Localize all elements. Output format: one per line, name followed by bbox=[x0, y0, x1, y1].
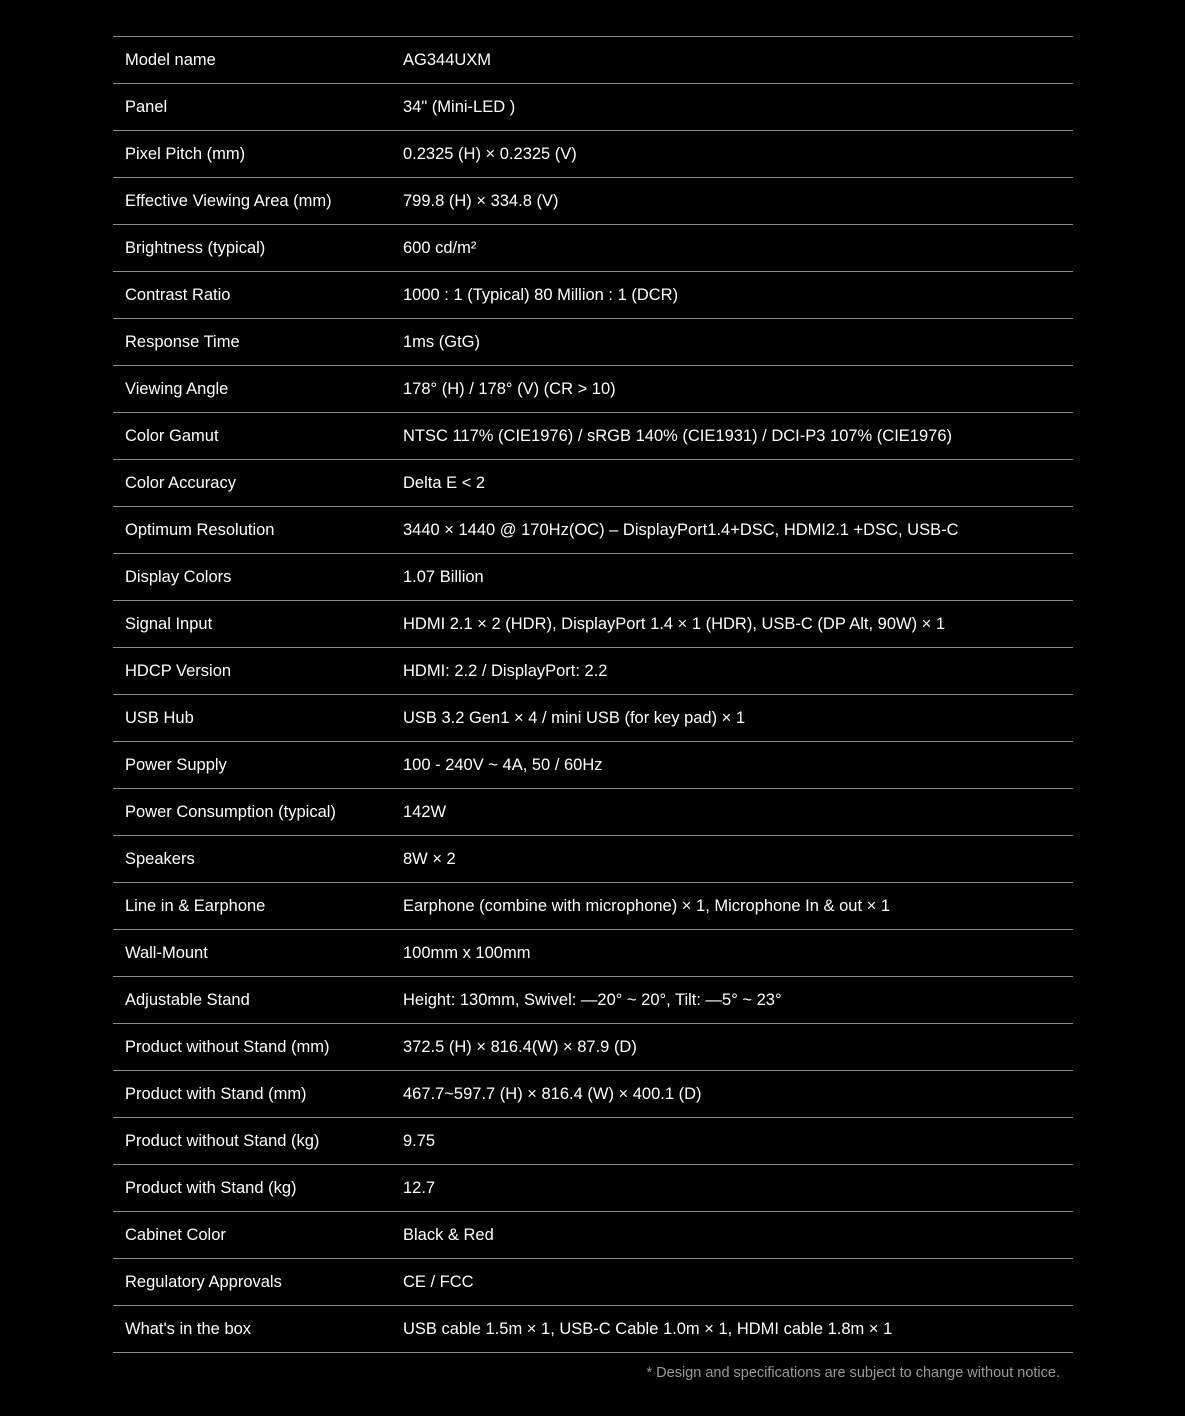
spec-row-pixel-pitch bbox=[113, 131, 1073, 178]
spec-value: 1ms (GtG) bbox=[403, 332, 480, 351]
spec-value: 3440 × 1440 @ 170Hz(OC) – DisplayPort1.4+DSC, HDMI2.1 +DSC, USB-C bbox=[403, 520, 959, 539]
spec-label: Product with Stand (kg) bbox=[125, 1178, 297, 1197]
spec-value: CE / FCC bbox=[403, 1272, 474, 1291]
spec-table bbox=[113, 36, 1073, 1353]
spec-row-regulatory-approvals bbox=[113, 1259, 1073, 1306]
spec-value: 467.7~597.7 (H) × 816.4 (W) × 400.1 (D) bbox=[403, 1084, 702, 1103]
disclaimer-note: * Design and specifications are subject to change without notice. bbox=[646, 1365, 1060, 1381]
spec-row-wall-mount bbox=[113, 930, 1073, 977]
spec-value: Height: 130mm, Swivel: —20° ~ 20°, Tilt: —5° ~ 23° bbox=[403, 990, 782, 1009]
spec-row-model-name bbox=[113, 37, 1073, 84]
spec-label: Contrast Ratio bbox=[125, 285, 231, 304]
spec-row-display-colors bbox=[113, 554, 1073, 601]
spec-value: Earphone (combine with microphone) × 1, Microphone In & out × 1 bbox=[403, 896, 891, 915]
spec-value: 600 cd/m² bbox=[403, 238, 477, 257]
spec-value: HDMI: 2.2 / DisplayPort: 2.2 bbox=[403, 661, 608, 680]
spec-row-power-supply bbox=[113, 742, 1073, 789]
spec-label: Color Accuracy bbox=[125, 473, 236, 492]
spec-row-hdcp-version bbox=[113, 648, 1073, 695]
spec-row-optimum-resolution bbox=[113, 507, 1073, 554]
spec-value: 100 - 240V ~ 4A, 50 / 60Hz bbox=[403, 755, 603, 774]
spec-value: 1000 : 1 (Typical) 80 Million : 1 (DCR) bbox=[403, 285, 679, 304]
spec-label: USB Hub bbox=[125, 708, 194, 727]
spec-value: 1.07 Billion bbox=[403, 567, 484, 586]
spec-value: 12.7 bbox=[403, 1178, 436, 1197]
spec-row-brightness bbox=[113, 225, 1073, 272]
spec-label: Panel bbox=[125, 97, 168, 116]
spec-row-adjustable-stand bbox=[113, 977, 1073, 1024]
spec-row-signal-input bbox=[113, 601, 1073, 648]
spec-label: Model name bbox=[125, 50, 216, 69]
spec-row-line-in-earphone bbox=[113, 883, 1073, 930]
spec-value: 178° (H) / 178° (V) (CR > 10) bbox=[403, 379, 616, 398]
spec-value: 34" (Mini-LED ) bbox=[403, 97, 516, 116]
spec-row-color-gamut bbox=[113, 413, 1073, 460]
spec-value: USB cable 1.5m × 1, USB-C Cable 1.0m × 1, HDMI cable 1.8m × 1 bbox=[403, 1319, 893, 1338]
spec-label: HDCP Version bbox=[125, 661, 232, 680]
spec-label: Regulatory Approvals bbox=[125, 1272, 282, 1291]
spec-label: Adjustable Stand bbox=[125, 990, 250, 1009]
spec-value: 372.5 (H) × 816.4(W) × 87.9 (D) bbox=[403, 1037, 637, 1056]
spec-row-product-with-stand-kg bbox=[113, 1165, 1073, 1212]
spec-label: Power Supply bbox=[125, 755, 227, 774]
spec-row-product-without-stand-mm bbox=[113, 1024, 1073, 1071]
spec-row-product-with-stand-mm bbox=[113, 1071, 1073, 1118]
spec-label: Color Gamut bbox=[125, 426, 219, 445]
spec-row-usb-hub bbox=[113, 695, 1073, 742]
spec-label: Power Consumption (typical) bbox=[125, 802, 336, 821]
spec-value: 142W bbox=[403, 802, 447, 821]
spec-label: Brightness (typical) bbox=[125, 238, 266, 257]
spec-row-cabinet-color bbox=[113, 1212, 1073, 1259]
spec-value: 100mm x 100mm bbox=[403, 943, 531, 962]
spec-label: Speakers bbox=[125, 849, 195, 868]
spec-value: AG344UXM bbox=[403, 50, 492, 69]
spec-value: 799.8 (H) × 334.8 (V) bbox=[403, 191, 559, 210]
spec-row-whats-in-the-box bbox=[113, 1306, 1073, 1353]
spec-value: Delta E < 2 bbox=[403, 473, 486, 492]
spec-label: Pixel Pitch (mm) bbox=[125, 144, 246, 163]
spec-value: 0.2325 (H) × 0.2325 (V) bbox=[403, 144, 577, 163]
spec-row-response-time bbox=[113, 319, 1073, 366]
spec-label: Response Time bbox=[125, 332, 240, 351]
spec-value: NTSC 117% (CIE1976) / sRGB 140% (CIE1931) / DCI-P3 107% (CIE1976) bbox=[403, 426, 953, 445]
spec-label: Signal Input bbox=[125, 614, 213, 633]
spec-row-color-accuracy bbox=[113, 460, 1073, 507]
spec-label: What's in the box bbox=[125, 1319, 252, 1338]
spec-value: USB 3.2 Gen1 × 4 / mini USB (for key pad) × 1 bbox=[403, 708, 746, 727]
spec-row-contrast-ratio bbox=[113, 272, 1073, 319]
spec-value: Black & Red bbox=[403, 1225, 494, 1244]
spec-label: Cabinet Color bbox=[125, 1225, 226, 1244]
spec-row-viewing-angle bbox=[113, 366, 1073, 413]
spec-label: Product without Stand (kg) bbox=[125, 1131, 320, 1150]
spec-row-product-without-stand-kg bbox=[113, 1118, 1073, 1165]
spec-label: Line in & Earphone bbox=[125, 896, 266, 915]
spec-row-power-consumption bbox=[113, 789, 1073, 836]
spec-label: Product without Stand (mm) bbox=[125, 1037, 330, 1056]
spec-label: Display Colors bbox=[125, 567, 232, 586]
spec-label: Wall-Mount bbox=[125, 943, 208, 962]
spec-label: Viewing Angle bbox=[125, 379, 229, 398]
spec-row-panel bbox=[113, 84, 1073, 131]
spec-label: Product with Stand (mm) bbox=[125, 1084, 307, 1103]
spec-label: Effective Viewing Area (mm) bbox=[125, 191, 332, 210]
spec-value: HDMI 2.1 × 2 (HDR), DisplayPort 1.4 × 1 (HDR), USB-C (DP Alt, 90W) × 1 bbox=[403, 614, 946, 633]
spec-label: Optimum Resolution bbox=[125, 520, 275, 539]
spec-value: 9.75 bbox=[403, 1131, 436, 1150]
spec-row-speakers bbox=[113, 836, 1073, 883]
spec-row-effective-viewing-area bbox=[113, 178, 1073, 225]
spec-value: 8W × 2 bbox=[403, 849, 456, 868]
